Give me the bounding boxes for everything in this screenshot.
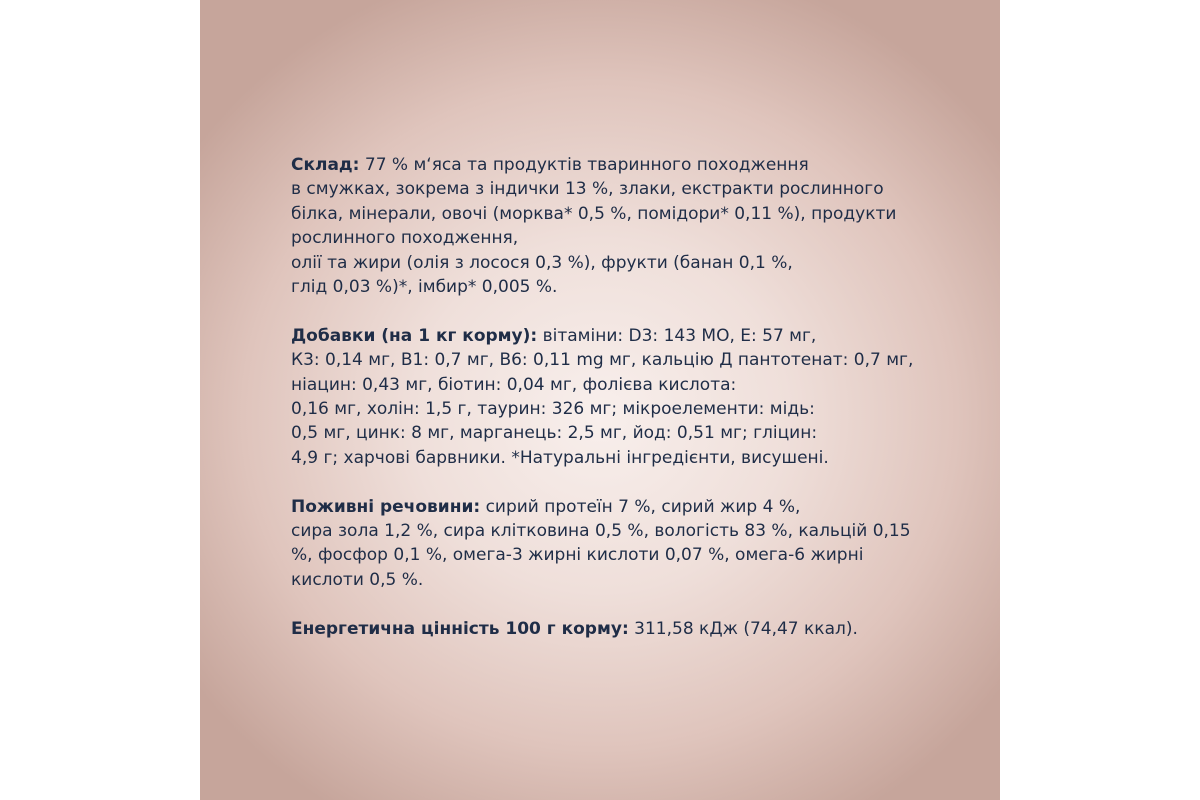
composition-text: 77 % м‘яса та продуктів тваринного походження	[359, 155, 809, 175]
additives-text: 0,16 мг, холін: 1,5 г, таурин: 326 мг; мікроелементи: мідь:	[291, 399, 815, 420]
composition-text: білка, мінерали, овочі (морква* 0,5 %, помідори* 0,11 %), продукти	[291, 203, 897, 224]
nutrients-label: Поживні речовини:	[291, 496, 481, 517]
nutrients-section	[291, 495, 931, 593]
nutrients-text: сирий протеїн 7 %, сирий жир 4 %,	[480, 496, 801, 517]
additives-text: 0,5 мг, цинк: 8 мг, марганець: 2,5 мг, йод: 0,51 мг; гліцин:	[291, 423, 818, 444]
additives-text: вітаміни: D3: 143 МО, Е: 57 мг,	[537, 325, 817, 346]
nutrients-text: %, фосфор 0,1 %, омега-3 жирні кислоти 0,07 %, омега-6 жирні	[291, 545, 864, 566]
additives-first-line	[291, 324, 931, 348]
additives-label: Добавки (на 1 кг корму):	[291, 325, 538, 346]
ingredients-text	[291, 153, 931, 665]
composition-text: рослинного походження,	[291, 228, 519, 249]
additives-text: К3: 0,14 мг, В1: 0,7 мг, В6: 0,11 mg мг, кальцію Д пантотенат: 0,7 мг,	[291, 350, 914, 371]
composition-section	[291, 153, 931, 299]
product-info-panel	[200, 0, 1000, 800]
additives-text: ніацин: 0,43 мг, біотин: 0,04 мг, фолієва кислота:	[291, 374, 737, 395]
composition-first-line	[291, 153, 931, 177]
additives-text: 4,9 г; харчові барвники. *Натуральні інгредієнти, висушені.	[291, 447, 829, 468]
energy-text: 311,58 кДж (74,47 ккал).	[628, 618, 858, 639]
composition-text: глід 0,03 %)*, імбир* 0,005 %.	[291, 277, 558, 298]
nutrients-first-line	[291, 495, 931, 519]
nutrients-text: сира зола 1,2 %, сира клітковина 0,5 %, вологість 83 %, кальцій 0,15	[291, 521, 911, 542]
composition-text: в смужках, зокрема з індички 13 %, злаки, екстракти рослинного	[291, 179, 884, 200]
energy-section	[291, 617, 931, 641]
composition-label: Склад:	[291, 155, 360, 175]
energy-label: Енергетична цінність 100 г корму:	[291, 618, 629, 639]
composition-text: олії та жири (олія з лосося 0,3 %), фрукти (банан 0,1 %,	[291, 252, 793, 273]
additives-section	[291, 324, 931, 470]
energy-line	[291, 617, 931, 641]
nutrients-text: кислоти 0,5 %.	[291, 569, 424, 590]
